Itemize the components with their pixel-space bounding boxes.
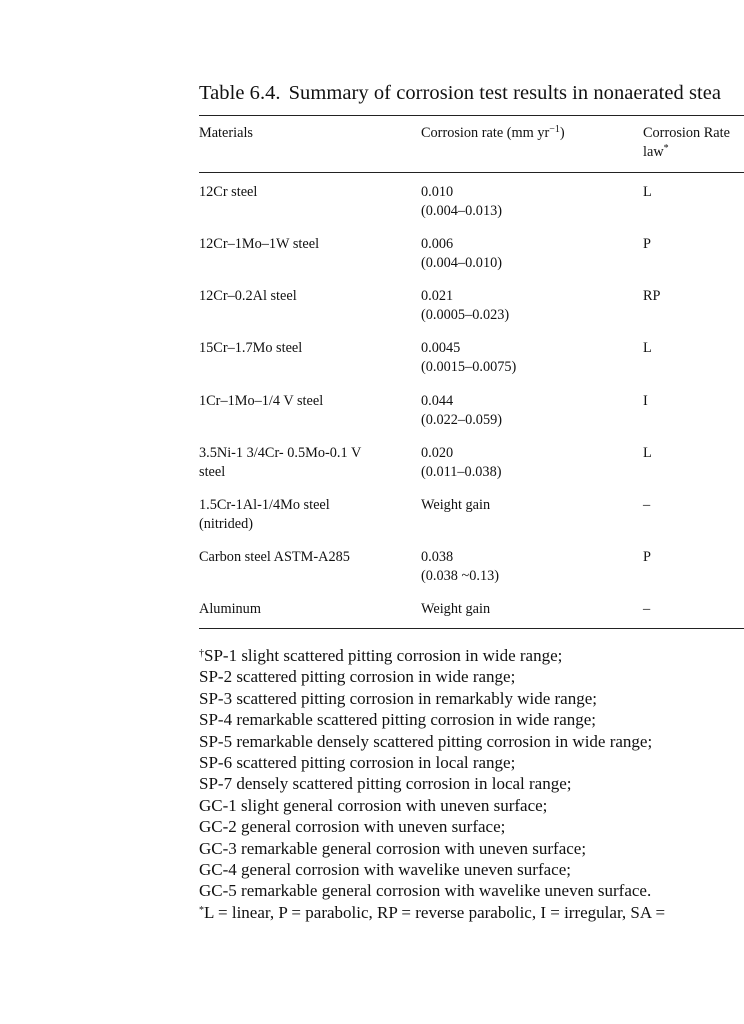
row-1-law: L bbox=[643, 184, 652, 200]
footnote-line: SP-7 densely scattered pitting corrosion in local range; bbox=[199, 774, 572, 794]
row-3-rate: 0.021 (0.0005–0.023) bbox=[421, 288, 510, 323]
row-6-law: L bbox=[643, 445, 652, 461]
footnote-line: GC-1 slight general corrosion with uneven surface; bbox=[199, 795, 548, 815]
row-2-law: P bbox=[643, 236, 651, 252]
row-4-rate: 0.0045 (0.0015–0.0075) bbox=[421, 340, 517, 375]
table-caption bbox=[199, 82, 721, 105]
footnote-line: GC-4 general corrosion with wavelike uneven surface; bbox=[199, 860, 571, 880]
row-9-rate: Weight gain bbox=[421, 601, 491, 617]
footnote-line: SP-2 scattered pitting corrosion in wide range; bbox=[199, 667, 516, 687]
row-3-material: 12Cr–0.2Al steel bbox=[199, 288, 297, 304]
row-3-law: RP bbox=[643, 288, 661, 304]
row-4-law: L bbox=[643, 340, 652, 356]
row-7-law: – bbox=[643, 497, 651, 513]
footnote-line: SP-3 scattered pitting corrosion in remarkably wide range; bbox=[199, 688, 597, 708]
table-bottom-rule bbox=[199, 628, 744, 629]
row-8-material: Carbon steel ASTM-A285 bbox=[199, 549, 350, 565]
footnote-line: SP-4 remarkable scattered pitting corrosion in wide range; bbox=[199, 710, 597, 730]
row-2-rate: 0.006 (0.004–0.010) bbox=[421, 236, 503, 271]
header-law-line2: law* bbox=[643, 143, 669, 160]
footnote-line: GC-2 general corrosion with uneven surface; bbox=[199, 817, 506, 837]
footnote-line: SP-6 scattered pitting corrosion in local range; bbox=[199, 753, 516, 773]
table-title: Summary of corrosion test results in nonaerated stea bbox=[288, 82, 722, 104]
row-4-material: 15Cr–1.7Mo steel bbox=[199, 340, 303, 356]
row-8-law: P bbox=[643, 549, 651, 565]
row-6-material: 3.5Ni-1 3/4Cr- 0.5Mo-0.1 V steel bbox=[199, 445, 362, 480]
table-header-rule bbox=[199, 172, 744, 173]
header-law-line1: Corrosion Rate bbox=[643, 125, 730, 141]
header-materials: Materials bbox=[199, 125, 253, 141]
footnote-line: GC-5 remarkable general corrosion with wavelike uneven surface. bbox=[199, 881, 652, 901]
row-5-material: 1Cr–1Mo–1/4 V steel bbox=[199, 393, 324, 409]
table-number: Table 6.4. bbox=[199, 82, 281, 104]
row-9-law: – bbox=[643, 601, 651, 617]
row-1-rate: 0.010 (0.004–0.013) bbox=[421, 184, 503, 219]
header-corrosion-law bbox=[643, 124, 730, 162]
row-9-material: Aluminum bbox=[199, 601, 261, 617]
header-corrosion-rate: Corrosion rate (mm $yr^{-1}$) bbox=[421, 124, 565, 141]
row-5-law: I bbox=[643, 393, 648, 409]
table-top-rule bbox=[199, 115, 744, 116]
row-8-rate: 0.038 (0.038 ~0.13) bbox=[421, 549, 500, 584]
row-7-rate: Weight gain bbox=[421, 497, 491, 513]
footnote-line: SP-5 remarkable densely scattered pitting corrosion in wide range; bbox=[199, 731, 653, 751]
row-6-rate: 0.020 (0.011–0.038) bbox=[421, 445, 502, 480]
row-2-material: 12Cr–1Mo–1W steel bbox=[199, 236, 320, 252]
row-1-material: 12Cr steel bbox=[199, 184, 258, 200]
footnote-line: GC-3 remarkable general corrosion with uneven surface; bbox=[199, 838, 587, 858]
footnote-law-key: *L = linear, P = parabolic, RP = reverse parabolic, I = irregular, SA = bbox=[199, 902, 666, 922]
row-5-rate: 0.044 (0.022–0.059) bbox=[421, 393, 503, 428]
row-7-material: 1.5Cr-1Al-1/4Mo steel (nitrided) bbox=[199, 497, 330, 532]
table-footnotes bbox=[199, 645, 665, 923]
footnote-line: †SP-1 slight scattered pitting corrosion in wide range; bbox=[199, 646, 563, 665]
